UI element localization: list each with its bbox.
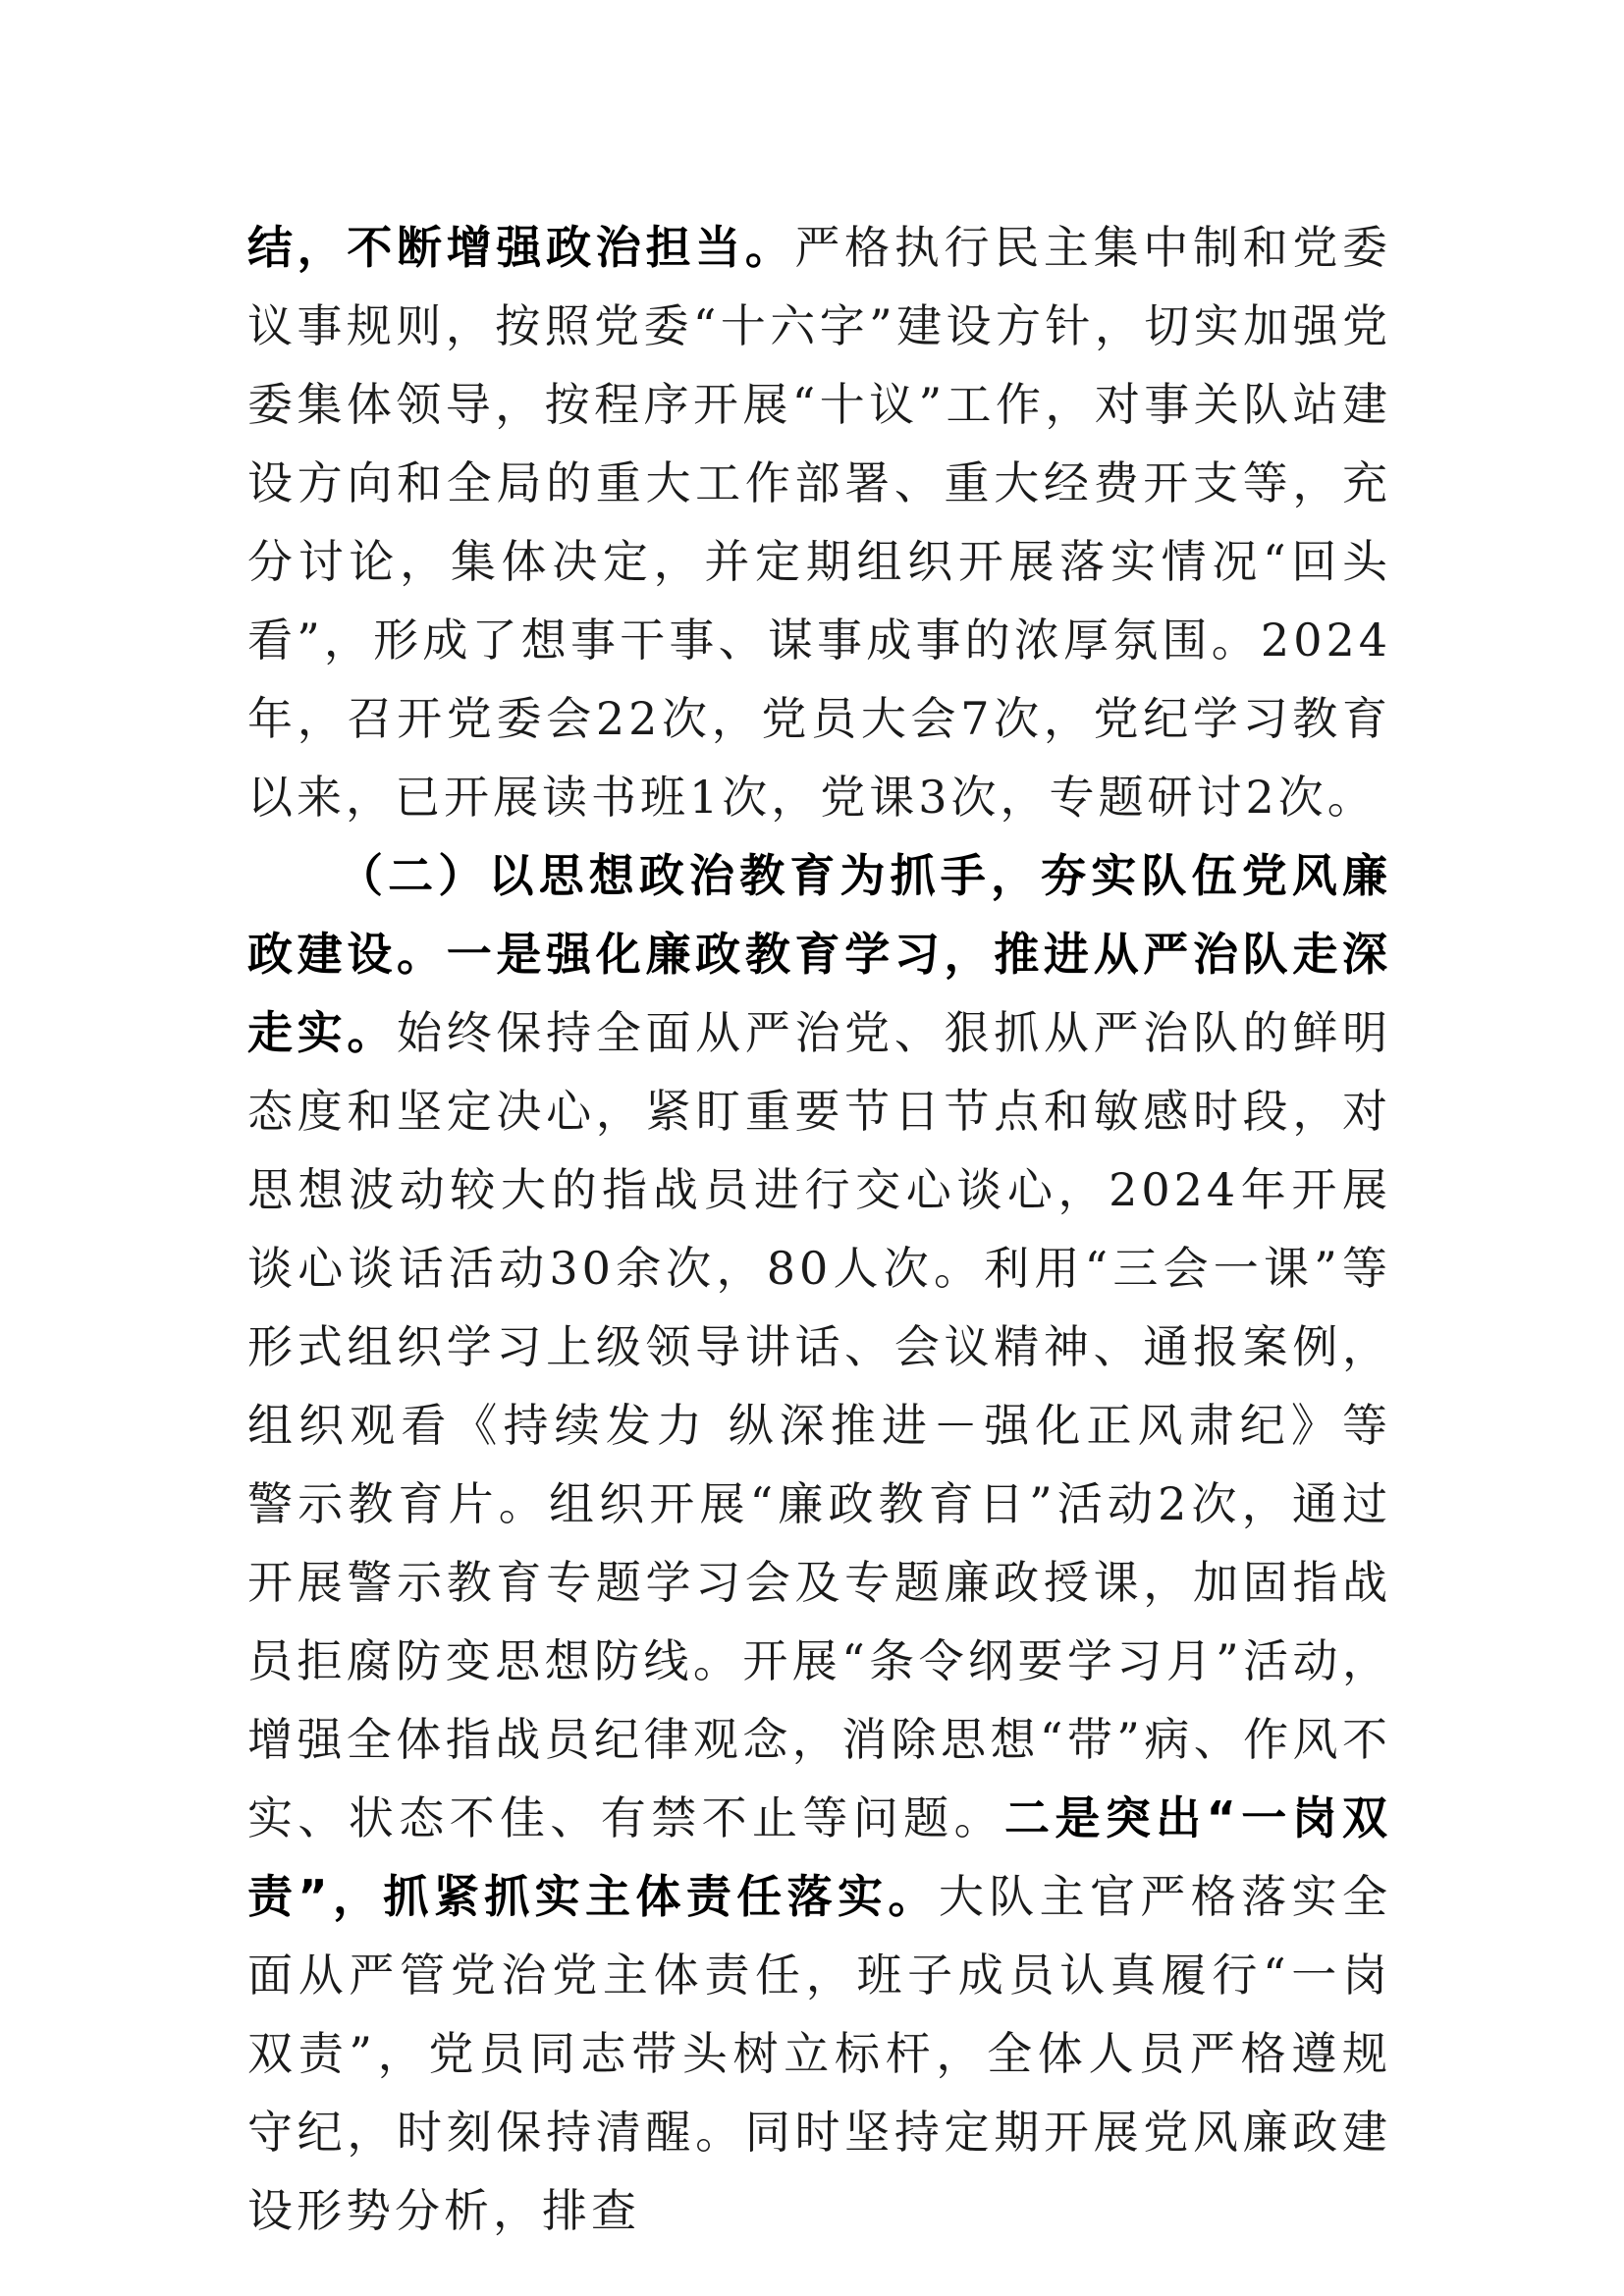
section-heading: （二）以思想政治教育为抓手，夯实队伍党风廉政建设。 bbox=[247, 849, 1391, 981]
point-1-title: 一是强化廉政教育学习，推进从严治队走深走实。 bbox=[247, 928, 1392, 1059]
paragraph-2 bbox=[247, 836, 1391, 2250]
point-2-body: 大队主官严格落实全面从严管党治党主体责任，班子成员认真履行“一岗双责”，党员同志带头树立标杆，全体人员严格遵规守纪，时刻保持清醒。同时坚持定期开展党风廉政建设形势分析，排查 bbox=[247, 1870, 1391, 2237]
point-1-body: 始终保持全面从严治党、狠抓从严治队的鲜明态度和坚定决心，紧盯重要节日节点和敏感时段，对思想波动较大的指战员进行交心谈心，2024年开展谈心谈话活动30余次，80人次。利用“三会一课”等形式组织学习上级领导讲话、会议精神、通报案例，组织观看《持续发力 纵深推进－强化正风肃纪》等警示教育片。组织开展“廉政教育日”活动2次，通过开展警示教育专题学习会及专题廉政授课，加固指战员拒腐防变思想防线。开展“条令纲要学习月”活动，增强全体指战员纪律观念，消除思想“带”病、作风不实、状态不佳、有禁不止等问题。 bbox=[247, 1006, 1392, 1844]
paragraph-1 bbox=[247, 208, 1391, 836]
paragraph-1-lead: 结，不断增强政治担当。 bbox=[247, 221, 795, 274]
body-text bbox=[247, 208, 1391, 2250]
point-2-title: 二是突出“一岗双责”，抓紧抓实主体责任落实。 bbox=[247, 1791, 1392, 1923]
paragraph-1-body: 严格执行民主集中制和党委议事规则，按照党委“十六字”建设方针，切实加强党委集体领导，按程序开展“十议”工作，对事关队站建设方向和全局的重大工作部署、重大经费开支等，充分讨论，集体决定，并定期组织开展落实情况“回头看”，形成了想事干事、谋事成事的浓厚氛围。2024年，召开党委会22次，党员大会7次，党纪学习教育以来，已开展读书班1次，党课3次，专题研讨2次。 bbox=[247, 221, 1392, 824]
